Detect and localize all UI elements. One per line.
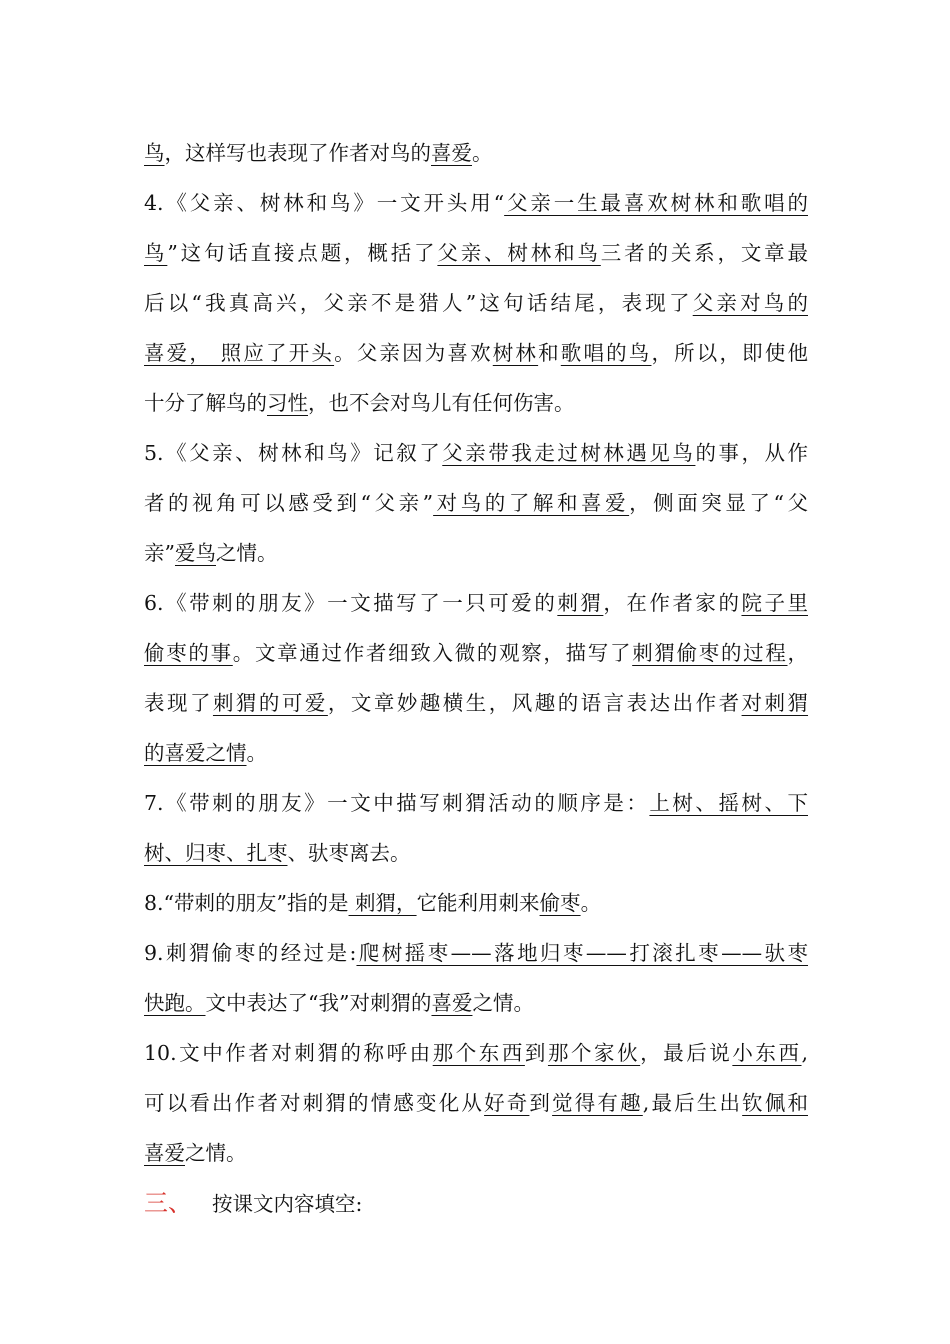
answer-underlined: 鸟 [144,241,168,265]
text-segment: ，文章妙趣横生，风趣的语言表达出作者 [327,691,742,715]
text-segment: ,最后生出 [642,1091,743,1115]
text-segment: , [801,1041,809,1065]
section-title: 按课文内容填空: [212,1192,363,1216]
answer-underlined: 父亲一生最喜欢树林和歌唱的 [504,191,808,215]
answer-underlined: 树林 [492,341,539,365]
text-segment: ”这句话直接点题，概括了 [167,241,438,265]
text-line [144,678,808,728]
answer-underlined: 小东西 [732,1041,802,1065]
text-segment: 8.“带刺的朋友”指的是 [144,891,349,915]
answer-underlined: 那个家伙 [547,1041,641,1065]
text-segment: 6.《带刺的朋友》一文描写了一只可爱的 [144,591,558,615]
answer-underlined: 喜爱 [431,991,473,1015]
answer-underlined: 偷枣的事 [144,641,233,665]
answer-underlined: 那个东西 [432,1041,525,1065]
answer-underlined: 觉得有趣 [552,1091,643,1115]
answer-underlined: 快跑。 [144,991,206,1015]
text-segment: ，侧面突显了“父 [629,491,808,515]
text-line [144,828,808,878]
answer-underlined: 的喜爱之情 [144,741,247,765]
text-line [144,378,808,428]
text-segment: ，在作者家的 [603,591,742,615]
text-line [144,278,808,328]
text-segment: 之情。 [472,991,534,1015]
text-segment: 可以看出作者对刺猬的情感变化从 [144,1091,485,1115]
answer-text-block [144,128,808,1178]
text-segment: 之情。 [185,1141,247,1165]
text-line [144,978,808,1028]
answer-underlined: 刺猬的可爱 [212,691,328,715]
text-segment: 、驮枣离去。 [287,841,411,865]
text-segment: 之情。 [215,541,278,565]
text-segment: ，最后说 [640,1041,733,1065]
answer-underlined: 爬树摇枣——落地归枣——打滚扎枣——驮枣 [356,941,809,965]
text-segment: 7.《带刺的朋友》一文中描写刺猬活动的顺序是： [144,791,650,815]
answer-underlined: 刺猬偷枣的过程 [632,641,788,665]
text-line [144,878,808,928]
text-line [144,628,808,678]
text-line [144,928,808,978]
text-line [144,178,808,228]
text-segment: ，这样写也表现了作者对鸟的 [164,141,431,165]
answer-underlined: 喜爱 [431,141,472,165]
answer-underlined: 父亲对鸟的 [692,291,808,315]
text-segment: 到 [524,1041,548,1065]
text-segment: 者的视角可以感受到“父亲” [144,491,434,515]
text-segment: 。 [580,891,602,915]
text-line [144,478,808,528]
text-line [144,328,808,378]
answer-underlined: 父亲带我走过树林遇见鸟 [442,441,696,465]
text-segment: 三者的关系，文章最 [600,241,809,265]
text-line [144,778,808,828]
section-number: 三、 [144,1189,192,1217]
text-segment: 表现了 [144,691,213,715]
answer-underlined: 院子里 [741,591,808,615]
text-segment: 后以“我真高兴，父亲不是猎人”这句话结尾，表现了 [144,291,693,315]
text-line [144,1078,808,1128]
text-segment: 它能利用刺来 [416,891,540,915]
answer-underlined: 喜爱 [144,1141,185,1165]
answer-underlined: 好奇 [484,1091,530,1115]
text-segment: 。 [246,741,267,765]
text-segment: ， [787,641,809,665]
text-segment: 十分了解鸟的 [144,391,267,415]
text-segment: 。 [472,141,493,165]
text-segment: 到 [529,1091,553,1115]
answer-underlined: 上树、摇树、下 [649,791,808,815]
document-page [144,128,808,1228]
answer-underlined: 刺猬 [557,591,604,615]
answer-underlined: 习性 [267,391,308,415]
text-line [144,228,808,278]
answer-underlined: 对刺猬 [741,691,809,715]
text-line [144,528,808,578]
text-line [144,728,808,778]
text-segment: 。文章通过作者细致入微的观察，描写了 [232,641,633,665]
text-segment: 亲” [144,541,175,565]
text-segment: 的事，从作 [695,441,808,465]
text-segment: 文中表达了“我”对刺猬的 [205,991,432,1015]
answer-underlined: 对鸟的了解和喜爱 [433,491,630,515]
answer-underlined: 偷枣 [539,891,581,915]
answer-underlined: 鸟 [144,141,165,165]
answer-underlined: 钦佩和 [742,1091,808,1115]
text-segment: ，也不会对鸟儿有任何伤害。 [308,391,575,415]
answer-underlined: 爱鸟 [174,541,216,565]
text-line [144,1128,808,1178]
answer-underlined: 刺猬， [348,891,417,915]
text-line [144,1028,808,1078]
answer-underlined: 喜爱， 照应了开头 [144,341,335,365]
text-line [144,578,808,628]
section-heading [144,1178,808,1228]
answer-underlined: 树、归枣、扎枣 [144,841,288,865]
text-segment: 。父亲因为喜欢 [334,341,493,365]
answer-underlined: 父亲、树林和鸟 [437,241,601,265]
answer-underlined: 歌唱的鸟 [560,341,652,365]
text-segment: ，所以，即使他 [651,341,808,365]
text-segment: 4.《父亲、树林和鸟》一文开头用“ [144,191,505,215]
text-segment: 9.刺猬偷枣的经过是: [144,941,357,965]
text-segment: 10.文中作者对刺猬的称呼由 [144,1041,433,1065]
text-segment: 和 [538,341,561,365]
text-line [144,128,808,178]
text-segment: 5.《父亲、树林和鸟》记叙了 [144,441,443,465]
text-line [144,428,808,478]
